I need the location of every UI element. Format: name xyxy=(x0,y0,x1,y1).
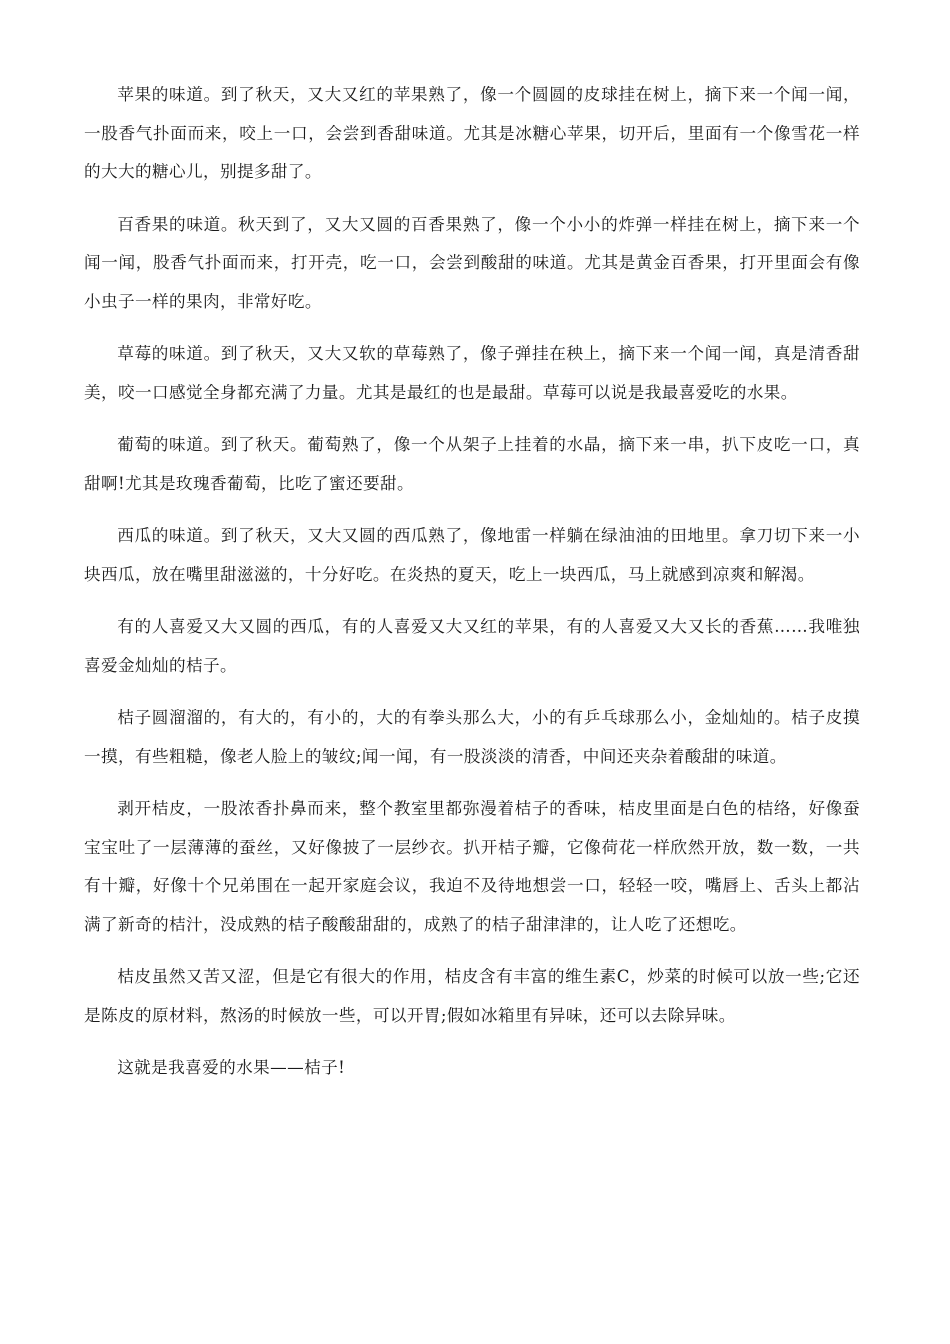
paragraph-orange-peel-uses: 桔皮虽然又苦又涩，但是它有很大的作用，桔皮含有丰富的维生素C，炒菜的时候可以放一些;它还是陈皮的原材料，熬汤的时候放一些，可以开胃;假如冰箱里有异味，还可以去除异味。 xyxy=(84,967,860,1025)
paragraph-passion-fruit: 百香果的味道。秋天到了，又大又圆的百香果熟了，像一个小小的炸弹一样挂在树上，摘下来一个闻一闻，股香气扑面而来，打开壳，吃一口，会尝到酸甜的味道。尤其是黄金百香果，打开里面会有像小虫子一样的果肉，非常好吃。 xyxy=(84,214,860,311)
paragraph-grape: 葡萄的味道。到了秋天。葡萄熟了，像一个从架子上挂着的水晶，摘下来一串，扒下皮吃一口，真甜啊!尤其是玫瑰香葡萄，比吃了蜜还要甜。 xyxy=(84,435,860,493)
paragraph-conclusion: 这就是我喜爱的水果——桔子! xyxy=(117,1058,346,1077)
paragraph-strawberry: 草莓的味道。到了秋天，又大又软的草莓熟了，像子弹挂在秧上，摘下来一个闻一闻，真是清香甜美，咬一口感觉全身都充满了力量。尤其是最红的也是最甜。草莓可以说是我最喜爱吃的水果。 xyxy=(84,344,860,402)
paragraph-watermelon: 西瓜的味道。到了秋天，又大又圆的西瓜熟了，像地雷一样躺在绿油油的田地里。拿刀切下来一小块西瓜，放在嘴里甜滋滋的，十分好吃。在炎热的夏天，吃上一块西瓜，马上就感到凉爽和解渴。 xyxy=(84,526,860,584)
paragraph-orange-appearance: 桔子圆溜溜的，有大的，有小的，大的有拳头那么大，小的有乒乓球那么小，金灿灿的。桔子皮摸一摸，有些粗糙，像老人脸上的皱纹;闻一闻，有一股淡淡的清香，中间还夹杂着酸甜的味道。 xyxy=(84,708,860,766)
paragraph-apple: 苹果的味道。到了秋天，又大又红的苹果熟了，像一个圆圆的皮球挂在树上，摘下来一个闻一闻，一股香气扑面而来，咬上一口，会尝到香甜味道。尤其是冰糖心苹果，切开后，里面有一个像雪花一样的大大的糖心儿，别提多甜了。 xyxy=(84,85,860,181)
document-body xyxy=(84,76,860,1102)
paragraph-preference: 有的人喜爱又大又圆的西瓜，有的人喜爱又大又红的苹果，有的人喜爱又大又长的香蕉……我唯独喜爱金灿灿的桔子。 xyxy=(84,617,860,675)
paragraph-orange-peeling: 剥开桔皮，一股浓香扑鼻而来，整个教室里都弥漫着桔子的香味，桔皮里面是白色的桔络，好像蚕宝宝吐了一层薄薄的蚕丝，又好像披了一层纱衣。扒开桔子瓣，它像荷花一样欣然开放，数一数，一共有十瓣，好像十个兄弟围在一起开家庭会议，我迫不及待地想尝一口，轻轻一咬，嘴唇上、舌头上都沾满了新奇的桔汁，没成熟的桔子酸酸甜甜的，成熟了的桔子甜津津的，让人吃了还想吃。 xyxy=(84,799,860,934)
